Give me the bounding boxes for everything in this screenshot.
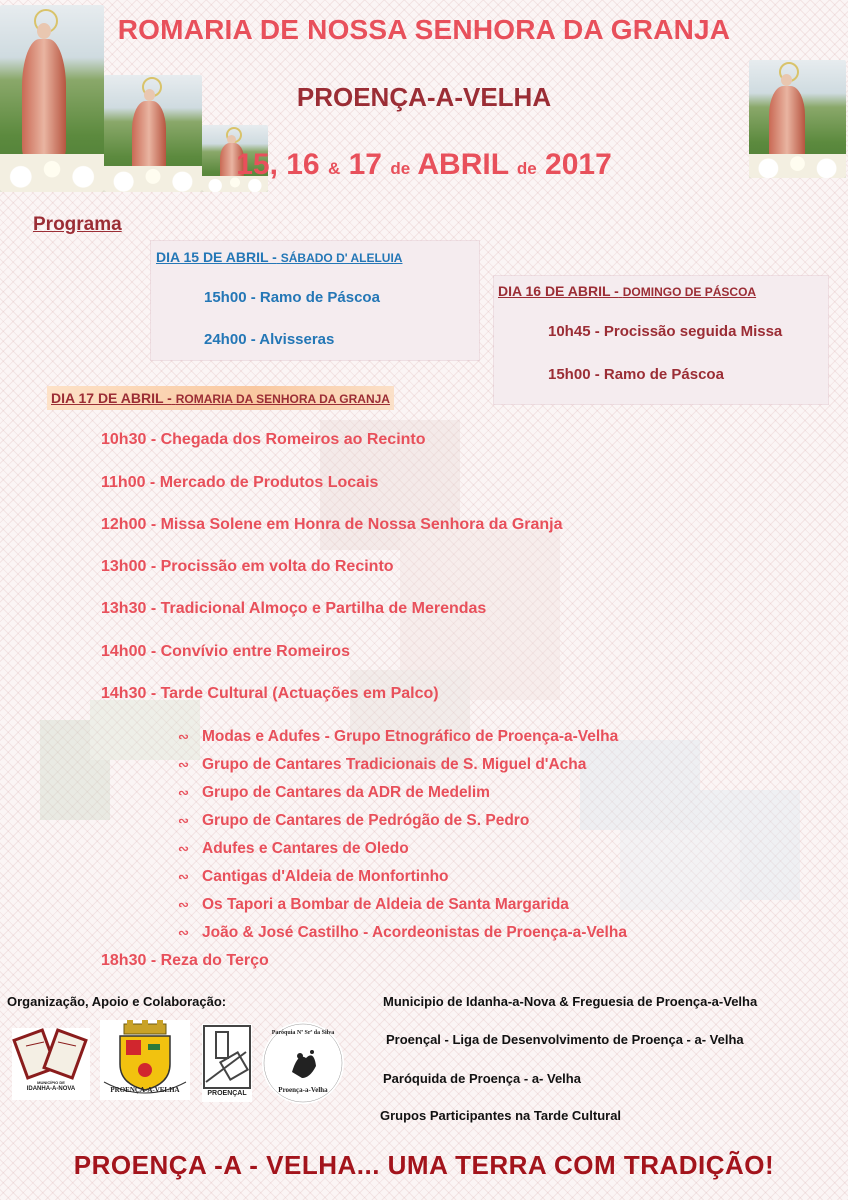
idanha-logo-text: IDANHA-A-NOVA <box>26 1086 76 1092</box>
day17-last-item: 18h30 - Reza do Terço <box>101 952 269 969</box>
performer-item <box>178 756 586 774</box>
performer-item <box>178 728 618 746</box>
dates-year: 2017 <box>545 148 612 181</box>
day16-subheading: DOMINGO DE PÁSCOA <box>622 285 757 299</box>
day16-box <box>494 276 828 404</box>
day15-heading <box>156 249 402 265</box>
performer-label: Cantigas d'Aldeia de Monfortinho <box>202 868 449 885</box>
day17-item: 13h00 - Procissão em volta do Recinto <box>101 558 394 575</box>
day17-item: 11h00 - Mercado de Produtos Locais <box>101 474 379 491</box>
day17-subheading: ROMARIA DA SENHORA DA GRANJA <box>175 392 390 406</box>
day17-heading <box>47 386 394 410</box>
partner-item: Municipio de Idanha-a-Nova & Freguesia de Proença-a-Velha <box>383 994 758 1009</box>
performer-bullet-icon: ∾ <box>178 925 189 940</box>
day15-item: 24h00 - Alvisseras <box>204 331 335 348</box>
dates-de1: de <box>390 159 411 178</box>
performer-bullet-icon: ∾ <box>178 869 189 884</box>
performer-item <box>178 896 569 914</box>
day17-item: 13h30 - Tradicional Almoço e Partilha de Merendas <box>101 600 487 617</box>
proencal-logo-text: PROENÇAL <box>207 1090 247 1097</box>
day16-heading <box>498 283 756 299</box>
dates-days: 15, 16 <box>236 148 320 181</box>
performer-label: Modas e Adufes - Grupo Etnográfico de Proença-a-Velha <box>202 728 619 745</box>
footer-slogan: PROENÇA -A - VELHA... UMA TERRA COM TRADIÇÃO! <box>73 1150 775 1180</box>
performer-item <box>178 868 449 886</box>
performer-label: João & José Castilho - Acordeonistas de Proença-a-Velha <box>202 924 627 941</box>
dates-de2: de <box>516 159 537 178</box>
day17-heading-text: DIA 17 DE ABRIL - <box>51 390 172 406</box>
dates-amp: & <box>327 159 341 178</box>
day15-heading-text: DIA 15 DE ABRIL - <box>156 249 277 265</box>
day15-box <box>151 241 479 360</box>
organization-label: Organização, Apoio e Colaboração: <box>7 994 227 1009</box>
event-place: PROENÇA-A-VELHA <box>296 82 552 112</box>
performer-bullet-icon: ∾ <box>178 897 189 912</box>
programa-heading: Programa <box>33 214 122 235</box>
performer-bullet-icon: ∾ <box>178 813 189 828</box>
performer-bullet-icon: ∾ <box>178 841 189 856</box>
partner-item: Grupos Participantes na Tarde Cultural <box>380 1108 622 1123</box>
paroquia-logo <box>262 1022 344 1104</box>
performer-bullet-icon: ∾ <box>178 757 189 772</box>
partner-item: Proençal - Liga de Desenvolvimento de Proença - a- Velha <box>386 1032 744 1047</box>
partner-item: Paróquida de Proença - a- Velha <box>383 1071 581 1086</box>
day16-heading-text: DIA 16 DE ABRIL - <box>498 283 619 299</box>
performer-item <box>178 812 529 830</box>
dates-month: ABRIL <box>417 148 509 181</box>
performer-label: Os Tapori a Bombar de Aldeia de Santa Margarida <box>202 896 569 913</box>
performer-label: Adufes e Cantares de Oledo <box>202 840 409 857</box>
performer-item <box>178 924 627 942</box>
event-title: ROMARIA DE NOSSA SENHORA DA GRANJA <box>117 14 731 45</box>
proenca-crest-label: PROENÇA-A-VELHA <box>110 1086 180 1094</box>
day17-item: 14h00 - Convívio entre Romeiros <box>101 643 350 660</box>
day16-item: 15h00 - Ramo de Páscoa <box>548 366 724 383</box>
day15-subheading: SÁBADO D' ALELUIA <box>280 251 403 265</box>
performer-bullet-icon: ∾ <box>178 729 189 744</box>
idanha-logo-small: MUNICÍPIO DE <box>37 1080 65 1085</box>
proencal-logo <box>202 1024 252 1102</box>
dates-day3: 17 <box>348 148 382 181</box>
performer-label: Grupo de Cantares Tradicionais de S. Miguel d'Acha <box>202 756 587 773</box>
day17-item: 14h30 - Tarde Cultural (Actuações em Palco) <box>101 685 439 702</box>
idanha-a-nova-logo <box>12 1028 90 1100</box>
proenca-a-velha-crest <box>100 1020 190 1100</box>
performer-label: Grupo de Cantares de Pedrógão de S. Pedro <box>202 812 530 829</box>
performer-item <box>178 840 409 858</box>
performer-label: Grupo de Cantares da ADR de Medelim <box>202 784 490 801</box>
paroquia-logo-top: Paróquia Nª Srª da Silva <box>271 1030 335 1036</box>
day17-item: 12h00 - Missa Solene em Honra de Nossa Senhora da Granja <box>101 516 563 533</box>
day17-item: 10h30 - Chegada dos Romeiros ao Recinto <box>101 431 426 448</box>
paroquia-logo-bottom: Proença-a-Velha <box>278 1086 328 1094</box>
event-dates <box>0 148 848 182</box>
performer-bullet-icon: ∾ <box>178 785 189 800</box>
day15-item: 15h00 - Ramo de Páscoa <box>204 289 380 306</box>
day16-item: 10h45 - Procissão seguida Missa <box>548 323 783 340</box>
performer-item <box>178 784 490 802</box>
